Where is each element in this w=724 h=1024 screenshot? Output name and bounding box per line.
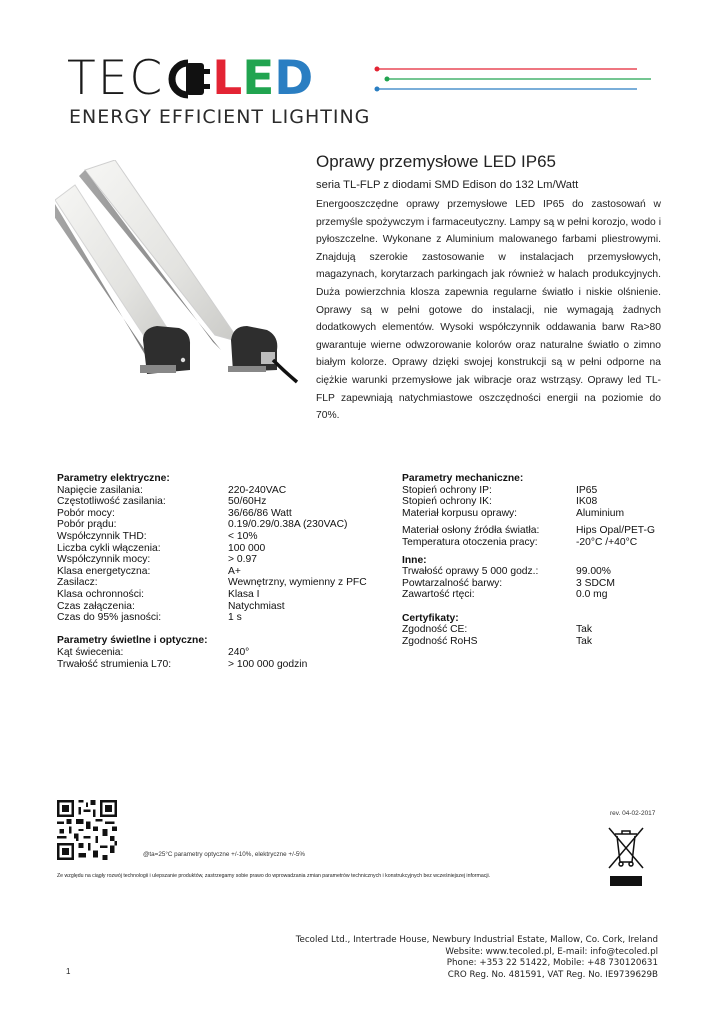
- page-number: 1: [66, 967, 71, 976]
- spec-value: 220-240VAC: [228, 484, 287, 496]
- spec-label: Zgodność RoHS: [402, 635, 478, 647]
- spec-label: Współczynnik mocy:: [57, 554, 151, 566]
- spec-row: [402, 636, 682, 648]
- spec-value: > 100 000 godzin: [228, 658, 308, 670]
- legal-note: Ze względu na ciągły rozwój technologii i ulepszanie produktów, zastrzegamy sobie prawo do wprowadzania zmian parametrów technicznych i konstrukcyjnych bez wcześniejszej informacji.: [57, 873, 491, 879]
- product-image: [55, 160, 305, 400]
- spec-label: Trwałość strumienia L70:: [57, 658, 172, 670]
- spec-label: Pobór mocy:: [57, 507, 115, 519]
- spec-row: [57, 554, 377, 566]
- logo-led-d: D: [274, 51, 314, 106]
- footer-website: Website: www.tecoled.pl, E-mail: info@tecoled.pl: [445, 946, 658, 957]
- spec-row: [57, 589, 377, 601]
- spec-value: Hips Opal/PET-G: [576, 525, 655, 537]
- plug-icon: [166, 59, 210, 99]
- spec-label: Zawartość rtęci:: [402, 589, 475, 601]
- other-heading: Inne:: [402, 554, 427, 566]
- brand-logo: [67, 51, 371, 128]
- spec-row: [57, 508, 377, 520]
- spec-row: [402, 525, 682, 537]
- spec-row: [402, 496, 682, 508]
- electrical-rows: [57, 485, 377, 624]
- spec-row: [402, 624, 682, 636]
- spec-value: 99.00%: [576, 566, 611, 578]
- footer-address: Tecoled Ltd., Intertrade House, Newbury Industrial Estate, Mallow, Co. Cork, Ireland: [295, 935, 658, 945]
- spec-value: 3 SDCM: [576, 577, 615, 589]
- spec-value: Wewnętrzny, wymienny z PFC: [228, 577, 367, 589]
- product-title: Oprawy przemysłowe LED IP65: [316, 152, 556, 171]
- certs-rows: [402, 624, 682, 647]
- spec-value: 0.0 mg: [576, 589, 608, 601]
- spec-value: IK08: [576, 496, 598, 508]
- spec-label: Czas do 95% jasności:: [57, 612, 162, 624]
- spec-value: 50/60Hz: [228, 496, 267, 508]
- logo-wordmark: [67, 51, 314, 106]
- spec-label: Trwałość oprawy 5 000 godz.:: [402, 566, 539, 578]
- company-footer: [296, 935, 658, 981]
- spec-row: [57, 612, 377, 624]
- optical-heading: Parametry świetlne i optyczne:: [57, 635, 208, 647]
- spec-row: [402, 485, 682, 497]
- spec-value: > 0.97: [228, 554, 257, 566]
- spec-value: 36/66/86 Watt: [228, 507, 292, 519]
- spec-value: IP65: [576, 484, 598, 496]
- spec-value: 100 000: [228, 542, 266, 554]
- spec-row: [57, 601, 377, 613]
- product-description: Energooszczędne oprawy przemysłowe LED IP65 do zastosowań w przemyśle spożywczym i farmaceutyczny. Lampy są w pełni korozjo, wodo i pyłoszczelne. Wykonane z Aluminium malowanego farbami pliestrowymi. Znajdują szerokie zastosowanie w instalacjach przemysłowych, magazynach, korytarzach parkingach jak również w halach produkcyjnych. Duża powierzchnia klosza zapewnia regularne światło i niskie olśnienie. Oprawy są w pełni gotowe do instalacji, nie wymagają żadnych dodatkowych elementów. Wysoki współczynnik oddawania barw Ra>80 gwarantuje wierne odwzorowanie kolorów oraz naturalne światło o zimno białym kolorze. Oprawy dzięki swojej konstrukcji są w pełni odporne na ciężkie warunki przemysłowe jak wibracje oraz wstrząsy. Oprawy led TL-FLP zapewniają natychmiastowe oszczędności energii na poziomie do 70%.: [316, 199, 661, 422]
- mechanical-rows: [402, 485, 682, 549]
- revision-date: rev. 04-02-2017: [610, 810, 656, 817]
- spec-label: Pobór prądu:: [57, 519, 117, 531]
- spec-label: Zasilacz:: [57, 577, 98, 589]
- spec-value: 1 s: [228, 612, 242, 624]
- qr-code-icon: [57, 800, 117, 860]
- spec-label: Materiał osłony źródła światła:: [402, 525, 540, 537]
- spec-row: [57, 577, 377, 589]
- spec-label: Zgodność CE:: [402, 624, 468, 636]
- decorative-lines: [370, 62, 655, 96]
- spec-row: [402, 508, 682, 520]
- spec-label: Częstotliwość zasilania:: [57, 496, 166, 508]
- footer-phone: Phone: +353 22 51422, Mobile: +48 730120631: [446, 958, 658, 969]
- spec-value: Tak: [576, 635, 593, 647]
- electrical-specs: [57, 473, 377, 670]
- spec-value: Tak: [576, 624, 593, 636]
- spec-value: -20°C /+40°C: [576, 536, 638, 548]
- spec-row: [402, 566, 682, 578]
- logo-led-e: E: [242, 51, 275, 106]
- spec-row: [57, 496, 377, 508]
- certs-heading: Certyfikaty:: [402, 612, 459, 624]
- spec-row: [57, 566, 377, 578]
- spec-row: [57, 519, 377, 531]
- electrical-heading: Parametry elektryczne:: [57, 473, 170, 484]
- mechanical-specs: [402, 473, 682, 647]
- spec-label: Kąt świecenia:: [57, 646, 124, 658]
- tolerance-note: @ta=25°C parametry optyczne +/-10%, elektryczne +/-5%: [143, 851, 306, 858]
- other-rows: [402, 566, 682, 601]
- spec-label: Temperatura otoczenia pracy:: [402, 536, 538, 548]
- spec-label: Klasa energetyczna:: [57, 565, 151, 577]
- spec-value: A+: [228, 565, 241, 577]
- spec-row: [402, 578, 682, 590]
- spec-row: [57, 659, 377, 671]
- spec-value: Natychmiast: [228, 600, 285, 612]
- footer-registration: CRO Reg. No. 481591, VAT Reg. No. IE9739629B: [447, 969, 658, 980]
- spec-row: [57, 531, 377, 543]
- spec-row: [57, 485, 377, 497]
- spec-value: 0.19/0.29/0.38A (230VAC): [228, 519, 348, 531]
- optical-rows: [57, 647, 377, 670]
- spec-label: Współczynnik THD:: [57, 530, 147, 542]
- spec-row: [57, 543, 377, 555]
- weee-bin-icon: [606, 822, 646, 888]
- spec-row: [402, 589, 682, 601]
- spec-label: Klasa ochronności:: [57, 588, 145, 600]
- spec-value: 240°: [228, 646, 250, 658]
- spec-row: [402, 537, 682, 549]
- spec-label: Stopień ochrony IP:: [402, 484, 492, 496]
- mechanical-heading: Parametry mechaniczne:: [402, 473, 524, 484]
- spec-label: Czas załączenia:: [57, 600, 135, 612]
- logo-tagline: ENERGY EFFICIENT LIGHTING: [69, 106, 371, 128]
- spec-row: [57, 647, 377, 659]
- product-subtitle: seria TL-FLP z diodami SMD Edison do 132 Lm/Watt: [316, 179, 579, 191]
- spec-label: Liczba cykli włączenia:: [57, 542, 161, 554]
- logo-led-l: L: [212, 51, 243, 106]
- spec-value: < 10%: [228, 530, 258, 542]
- spec-label: Materiał korpusu oprawy:: [402, 507, 518, 519]
- spec-label: Stopień ochrony IK:: [402, 496, 492, 508]
- spec-label: Powtarzalność barwy:: [402, 577, 503, 589]
- spec-value: Aluminium: [576, 507, 625, 519]
- spec-value: Klasa I: [228, 588, 260, 600]
- spec-label: Napięcie zasilania:: [57, 484, 143, 496]
- logo-tec: TEC: [67, 51, 165, 106]
